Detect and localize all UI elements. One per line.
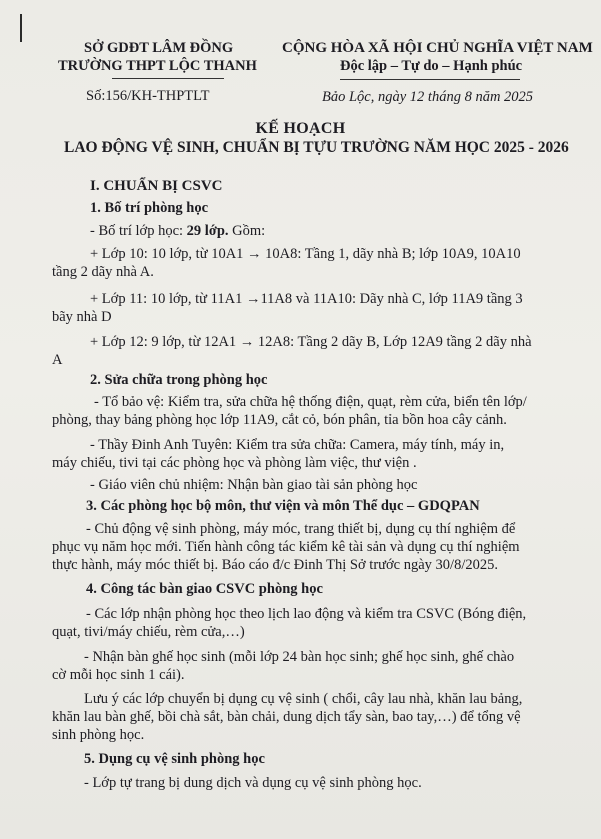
place-date: Bảo Lộc, ngày 12 tháng 8 năm 2025 bbox=[322, 89, 534, 105]
handover-line2: quạt, tivi/máy chiếu, rèm cửa,…) bbox=[52, 624, 245, 640]
furniture-line1: - Nhận bàn ghế học sinh (mỗi lớp 24 bàn học sinh; ghế học sinh, ghế chào bbox=[84, 649, 515, 665]
national-motto-underline bbox=[340, 79, 520, 80]
document-subtitle: LAO ĐỘNG VỆ SINH, CHUẨN BỊ TỰU TRƯỜNG NĂM HỌC 2025 - 2026 bbox=[64, 139, 569, 156]
subsection-heading-1: 1. Bố trí phòng học bbox=[90, 200, 209, 216]
subsection-heading-5: 5. Dụng cụ vệ sinh phòng học bbox=[84, 751, 265, 767]
grade11-line2: bãy nhà D bbox=[52, 309, 112, 325]
grade10-line1: + Lớp 10: 10 lớp, từ 10A1 → 10A8: Tầng 1, dãy nhà B; lớp 10A9, 10A10 bbox=[90, 246, 521, 262]
repair-it-line1: - Thầy Đinh Anh Tuyên: Kiểm tra sửa chữa: Camera, máy tính, máy in, bbox=[90, 437, 505, 453]
cleaning-note-line3: sinh phòng học. bbox=[52, 727, 145, 743]
national-motto: Độc lập – Tự do – Hạnh phúc bbox=[340, 58, 523, 74]
class-total-line bbox=[90, 223, 265, 240]
subsection-heading-3: 3. Các phòng học bộ môn, thư viện và môn Thể dục – GDQPAN bbox=[86, 498, 480, 514]
grade12-line2: A bbox=[52, 352, 63, 368]
class-total-count: 29 lớp. bbox=[186, 223, 229, 239]
repair-security-line1: - Tổ bảo vệ: Kiểm tra, sửa chữa hệ thống điện, quạt, rèm cửa, biển tên lớp/ bbox=[94, 394, 527, 410]
furniture-line2: cờ mỗi học sinh 1 cái). bbox=[52, 667, 185, 683]
grade11-line1: + Lớp 11: 10 lớp, từ 11A1 →11A8 và 11A10: Dãy nhà C, lớp 11A9 tầng 3 bbox=[90, 291, 523, 307]
grade10-line2: tầng 2 dãy nhà A. bbox=[52, 264, 154, 280]
document-number: Số:156/KH-THPTLT bbox=[86, 88, 210, 104]
homeroom-handover-line: - Giáo viên chủ nhiệm: Nhận bàn giao tài sản phòng học bbox=[90, 477, 418, 493]
subsection-heading-4: 4. Công tác bàn giao CSVC phòng học bbox=[86, 581, 323, 597]
handover-line1: - Các lớp nhận phòng học theo lịch lao động và kiểm tra CSVC (Bóng điện, bbox=[86, 606, 527, 622]
national-title: CỘNG HÒA XÃ HỘI CHỦ NGHĨA VIỆT NAM bbox=[282, 40, 593, 56]
class-total-prefix: - Bố trí lớp học: bbox=[90, 223, 187, 239]
class-total-suffix: Gồm: bbox=[228, 223, 266, 239]
cleaning-tools-line: - Lớp tự trang bị dung dịch và dụng cụ vệ sinh phòng học. bbox=[84, 775, 422, 791]
school-name: TRƯỜNG THPT LỘC THANH bbox=[58, 58, 257, 74]
labs-line1: - Chủ động vệ sinh phòng, máy móc, trang thiết bị, dụng cụ thí nghiệm để bbox=[86, 521, 516, 537]
department-name: SỞ GDĐT LÂM ĐỒNG bbox=[84, 40, 234, 56]
labs-line3: thực hành, máy móc thiết bị. Báo cáo đ/c Đinh Thị Sở trước ngày 30/8/2025. bbox=[52, 557, 498, 573]
grade12-line1: + Lớp 12: 9 lớp, từ 12A1 → 12A8: Tầng 2 dãy B, Lớp 12A9 tầng 2 dãy nhà bbox=[90, 334, 532, 350]
repair-security-line2: phòng, thay bảng phòng học lớp 11A9, cắt cỏ, bón phân, tỉa bồn hoa cây cảnh. bbox=[52, 412, 507, 428]
school-name-underline bbox=[112, 78, 224, 79]
subsection-heading-2: 2. Sửa chữa trong phòng học bbox=[90, 372, 268, 388]
repair-it-line2: máy chiếu, tivi tại các phòng học và phòng làm việc, thư viện . bbox=[52, 455, 417, 471]
cleaning-note-line1: Lưu ý các lớp chuyển bị dụng cụ vệ sinh ( chổi, cây lau nhà, khăn lau bảng, bbox=[84, 691, 523, 707]
margin-mark bbox=[20, 14, 22, 42]
labs-line2: phục vụ năm học mới. Tiến hành công tác kiểm kê tài sản và dụng cụ thí nghiệm bbox=[52, 539, 520, 555]
document-title: KẾ HOẠCH bbox=[255, 120, 346, 137]
cleaning-note-line2: khăn lau bàn ghế, bồi chà sắt, bàn chải, dung dịch tẩy sàn, bao tay,…) để tổng vệ bbox=[52, 709, 521, 725]
section-heading-csvc: I. CHUẨN BỊ CSVC bbox=[90, 178, 223, 194]
